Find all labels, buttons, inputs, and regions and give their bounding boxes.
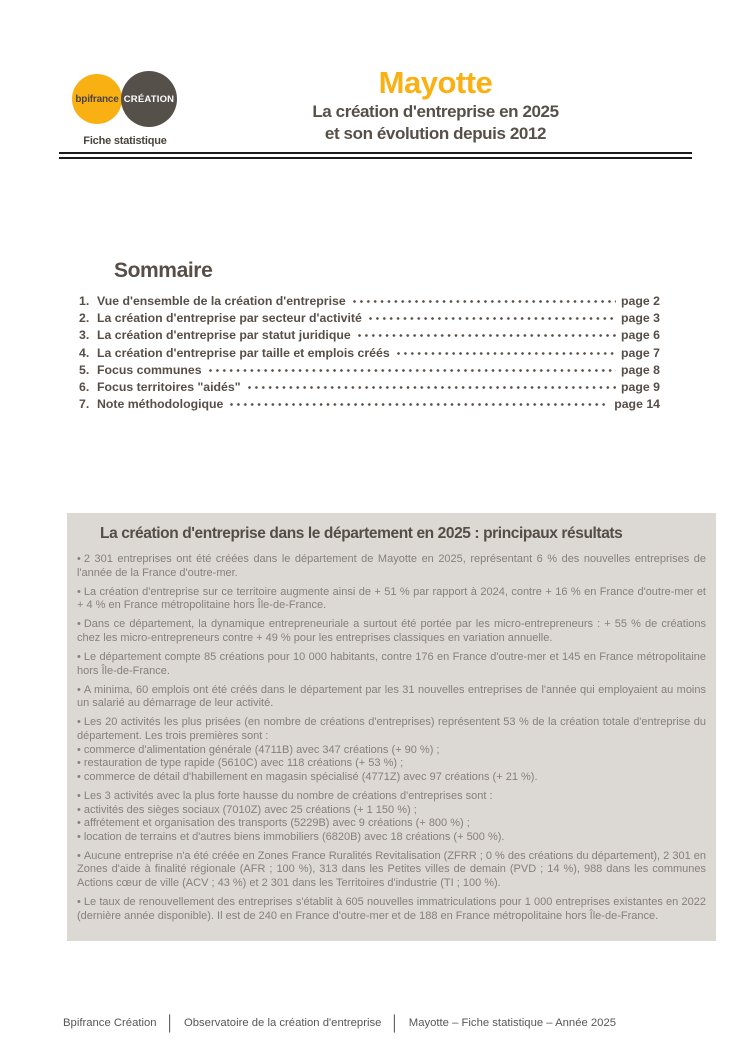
result-text: Le taux de renouvellement des entreprises s'établit à 605 nouvelles immatriculations pour 1 000 entreprises existantes en 2022 (dernière année disponible). Il est de 240 en France d'outre-mer et de 188 en France métropolitaine hors Île-de-France. — [77, 896, 706, 922]
bullet-marker: • — [77, 683, 81, 696]
key-results-title: La création d'entreprise dans le département en 2025 : principaux résultats — [100, 525, 623, 542]
toc-item-number: 5. — [79, 362, 90, 377]
result-text: A minima, 60 emplois ont été créés dans le département par les 31 nouvelles entreprises de l'année qui employaient au moins un salarié au démarrage de leur activité. — [77, 683, 706, 710]
result-text: Dans ce département, la dynamique entrepreneuriale a surtout été portée par les micro-entrepreneurs : + 55 % de créations chez les micro-entrepreneurs contre + 49 % pour les entreprises classiques en variation annuelle. — [77, 618, 706, 644]
toc-item-page: page 6 — [621, 328, 660, 343]
toc-item-page: page 8 — [621, 362, 660, 377]
creation-logo-circle — [121, 71, 177, 127]
bullet-marker: • — [77, 896, 81, 909]
toc-item-number: 1. — [79, 294, 90, 308]
key-results-box — [67, 513, 716, 941]
logo-tagline: Fiche statistique — [83, 135, 167, 147]
result-subitem: • restauration de type rapide (5610C) avec 118 créations (+ 53 %) ; — [77, 757, 404, 770]
bullet-marker: • — [77, 849, 81, 862]
result-bullet-8 — [77, 850, 706, 891]
bullet-marker: • — [77, 716, 81, 729]
toc-item-page: page 7 — [621, 345, 660, 360]
result-bullet-7 — [77, 790, 706, 844]
toc-item-6[interactable] — [79, 380, 660, 397]
page-subtitle-line2: et son évolution depuis 2012 — [324, 123, 547, 143]
result-bullet-2 — [77, 586, 706, 613]
bullet-marker: • — [77, 770, 81, 783]
result-subitem: • affrétement et organisation des transports (5229B) avec 9 créations (+ 800 %) ; — [77, 817, 470, 830]
bullet-marker: • — [77, 789, 81, 802]
result-bullet-5 — [77, 684, 706, 711]
table-of-contents — [79, 294, 660, 414]
title-block — [283, 66, 588, 143]
logo-circles — [72, 71, 182, 128]
result-text: • Les 3 activités avec la plus forte hausse du nombre de créations d'entreprises sont : — [77, 789, 493, 802]
toc-item-number: 6. — [79, 379, 90, 394]
result-text: La création d'entreprise sur ce territoire augmente ainsi de + 51 % par rapport à 2024, contre + 16 % en France d'outre-mer et + 4 % en France métropolitaine hors Île-de-France. — [77, 585, 706, 612]
toc-item-4[interactable] — [79, 346, 660, 363]
bullet-marker: • — [77, 618, 81, 631]
footer-divider: │ — [390, 1014, 400, 1032]
result-text: 2 301 entreprises ont été créées dans le département de Mayotte en 2025, représentant 6 % des nouvelles entreprises de l'année de la France d'outre-mer. — [77, 553, 706, 579]
result-subitem: • commerce de détail d'habillement en magasin spécialisé (4771Z) avec 97 créations (+ 21 %). — [77, 770, 538, 783]
toc-item-number: 7. — [79, 397, 90, 412]
result-subitem: • activités des sièges sociaux (7010Z) avec 25 créations (+ 1 150 %) ; — [77, 803, 417, 816]
bpifrance-logo-circle — [72, 74, 122, 124]
toc-item-7[interactable] — [79, 397, 660, 414]
result-text: Aucune entreprise n'a été créée en Zones France Ruralités Revitalisation (ZFRR ; 0 % des créations du département), 2 301 en Zones d'aide à finalité régionale (AFR ; 100 %), 313 dans les Petites villes de demain (PVD ; 14 %), 988 dans les communes Actions cœur de ville (ACV ; 43 %) et 2 301 dans les Territoires d'industrie (TI ; 100 %). — [77, 849, 706, 889]
toc-item-number: 4. — [79, 345, 90, 360]
bullet-marker: • — [77, 651, 81, 664]
bullet-marker: • — [77, 757, 81, 770]
toc-item-2[interactable] — [79, 311, 660, 328]
result-subitem: • location de terrains et d'autres biens immobiliers (6820B) avec 18 créations (+ 500 %). — [77, 830, 505, 843]
toc-item-number: 2. — [79, 311, 90, 326]
creation-logo-label: CRÉATION — [123, 93, 175, 105]
footer-observatory: Observatoire de la création d'entreprise — [183, 1017, 382, 1029]
footer-document-info: Mayotte – Fiche statistique – Année 2025 — [408, 1017, 617, 1029]
result-subitem: • commerce d'alimentation générale (4711B) avec 347 créations (+ 90 %) ; — [77, 743, 440, 756]
bullet-marker: • — [77, 743, 81, 756]
toc-item-label: Focus territoires "aidés" — [97, 379, 241, 394]
bullet-marker: • — [77, 830, 81, 843]
toc-item-label: La création d'entreprise par taille et emplois créés — [97, 345, 390, 360]
page-subtitle-line1: La création d'entreprise en 2025 — [312, 102, 559, 121]
toc-item-5[interactable] — [79, 363, 660, 380]
result-bullet-3 — [77, 618, 706, 645]
toc-heading: Sommaire — [114, 259, 213, 282]
footer-divider: │ — [165, 1014, 175, 1032]
toc-item-page: page 14 — [614, 397, 660, 412]
bullet-marker: • — [77, 585, 81, 598]
result-bullet-1 — [77, 553, 706, 580]
page-footer — [63, 1014, 617, 1032]
toc-item-number: 3. — [79, 328, 90, 343]
footer-org: Bpifrance Création — [63, 1017, 157, 1029]
result-bullet-9 — [77, 896, 706, 923]
toc-item-page: page 3 — [621, 311, 660, 326]
toc-item-page: page 2 — [621, 294, 660, 308]
result-text: Le département compte 85 créations pour 10 000 habitants, contre 176 en France d'outre-mer et 145 en France métropolitaine hors Île-de-France. — [77, 651, 706, 677]
toc-item-label: Focus communes — [97, 362, 202, 377]
toc-item-3[interactable] — [79, 328, 660, 345]
bpifrance-logo-label: bpifrance — [75, 93, 119, 105]
bpifrance-creation-logo — [72, 71, 182, 147]
toc-item-label: La création d'entreprise par secteur d'activité — [97, 311, 362, 326]
header-divider-rule — [59, 152, 692, 159]
result-bullet-4 — [77, 651, 706, 678]
toc-item-page: page 9 — [621, 379, 660, 394]
result-bullet-6 — [77, 716, 706, 784]
page-title: Mayotte — [378, 65, 493, 100]
bullet-marker: • — [77, 817, 81, 830]
toc-item-label: Note méthodologique — [97, 397, 224, 412]
bullet-marker: • — [77, 553, 81, 565]
toc-item-label: Vue d'ensemble de la création d'entreprise — [97, 294, 346, 308]
toc-item-label: La création d'entreprise par statut juridique — [97, 328, 351, 343]
result-text: • Les 20 activités les plus prisées (en nombre de créations d'entreprises) représentent 53 % de la création totale d'entreprise du département. Les trois premières sont : — [77, 716, 706, 743]
toc-item-1[interactable] — [79, 294, 660, 311]
bullet-marker: • — [77, 803, 81, 816]
